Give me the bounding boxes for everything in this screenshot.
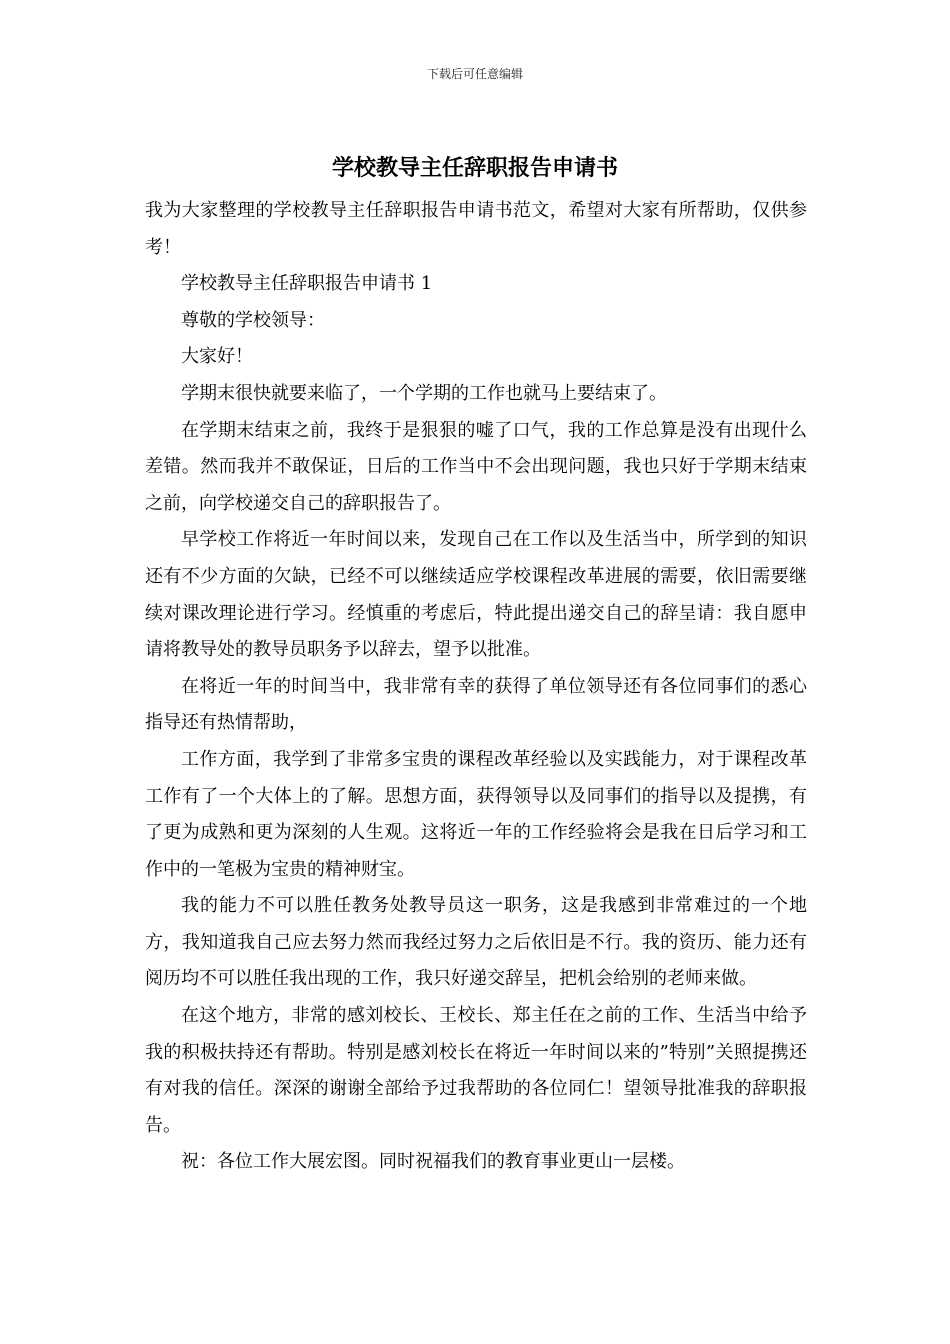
document-title: 学校教导主任辞职报告申请书 (331, 155, 618, 181)
body-paragraph: 学期末很快就要来临了，一个学期的工作也就马上要结束了。 (181, 382, 667, 404)
body-paragraph: 我的能力不可以胜任教务处教导员这一职务，这是我感到非常难过的一个地方，我知道我自己应去努力然而我经过努力之后依旧是不行。我的资历、能力还有阅历均不可以胜任我出现的工作，我只好递交辞呈，把机会给别的老师来做。 (145, 895, 807, 990)
closing-wish: 祝：各位工作大展宏图。同时祝福我们的教育事业更山一层楼。 (181, 1151, 685, 1173)
body-paragraph: 工作方面，我学到了非常多宝贵的课程改革经验以及实践能力，对于课程改革工作有了一个大体上的了解。思想方面，获得领导以及同事们的指导以及提携，有了更为成熟和更为深刻的人生观。这将近一年的工作经验将会是我在日后学习和工作中的一笔极为宝贵的精神财宝。 (145, 748, 807, 880)
body-paragraph: 在将近一年的时间当中，我非常有幸的获得了单位领导还有各位同事们的悉心指导还有热情帮助， (145, 675, 807, 734)
header-note: 下载后可任意编辑 (426, 67, 523, 81)
body-paragraph: 在学期末结束之前，我终于是狠狠的嘘了口气，我的工作总算是没有出现什么差错。然而我并不敢保证，日后的工作当中不会出现问题，我也只好于学期末结束之前，向学校递交自己的辞职报告了。 (145, 419, 807, 514)
section-title: 学校教导主任辞职报告申请书 1 (181, 273, 433, 295)
intro-paragraph: 我为大家整理的学校教导主任辞职报告申请书范文，希望对大家有所帮助，仅供参考！ (145, 200, 807, 258)
body-paragraph: 在这个地方，非常的感刘校长、王校长、郑主任在之前的工作、生活当中给予我的积极扶持还有帮助。特别是感刘校长在将近一年时间以来的”特别”关照提携还有对我的信任。深深的谢谢全部给予过我帮助的各位同仁！望领导批准我的辞职报告。 (145, 1005, 807, 1136)
document-body (145, 193, 807, 1181)
body-paragraph: 早学校工作将近一年时间以来，发现自己在工作以及生活当中，所学到的知识还有不少方面的欠缺，已经不可以继续适应学校课程改革进展的需要，依旧需要继续对课改理论进行学习。经慎重的考虑后，特此提出递交自己的辞呈请：我自愿申请将教导处的教导员职务予以辞去，望予以批准。 (145, 529, 807, 661)
salutation: 尊敬的学校领导： (181, 309, 325, 331)
greeting: 大家好！ (181, 346, 253, 368)
